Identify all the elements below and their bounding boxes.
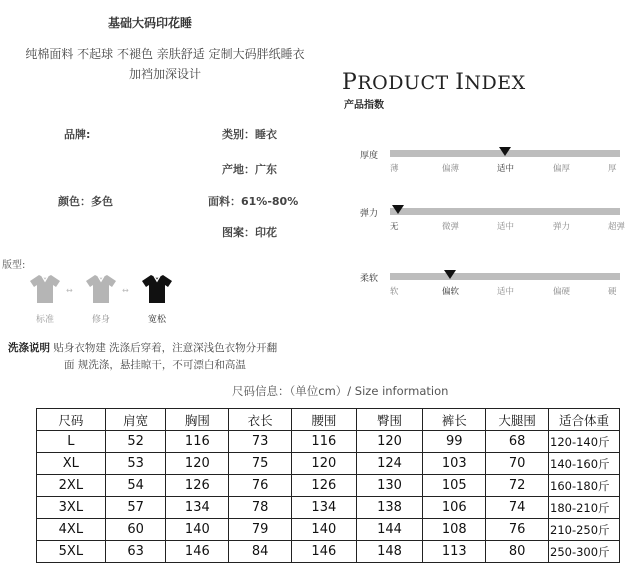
size-table-cell: 120 xyxy=(166,453,229,475)
size-table-cell: 76 xyxy=(229,475,292,497)
size-table-cell: 80 xyxy=(486,541,549,563)
index-bar xyxy=(390,273,620,280)
index-marker-icon xyxy=(444,270,456,279)
size-table-cell: 120 xyxy=(291,453,356,475)
size-table xyxy=(36,408,620,563)
size-table-cell: 116 xyxy=(291,431,356,453)
index-bar xyxy=(390,208,620,215)
size-table-row xyxy=(37,475,620,497)
size-table-cell: 116 xyxy=(166,431,229,453)
fabric-attribute: 面料：61%-80% xyxy=(208,195,299,208)
size-table-cell: 99 xyxy=(423,431,486,453)
wash-heading: 洗涤说明 xyxy=(8,342,50,354)
wash-instructions xyxy=(8,340,338,374)
product-description xyxy=(0,44,330,84)
size-table-header-cell: 臀围 xyxy=(356,409,423,431)
color-attribute: 颜色：多色 xyxy=(58,195,113,208)
size-table-cell: 146 xyxy=(291,541,356,563)
index-tick-label: 微弹 xyxy=(442,222,460,232)
size-table-cell: 140-160斤 xyxy=(549,453,620,475)
size-info-caption: 尺码信息：（单位cm）/ Size information xyxy=(232,384,449,398)
size-table-cell: 75 xyxy=(229,453,292,475)
fit-option-label: 修身 xyxy=(91,315,110,325)
index-tick-label: 适中 xyxy=(497,287,515,297)
size-table-cell: 2XL xyxy=(37,475,106,497)
index-tick-label: 适中 xyxy=(497,222,515,232)
size-table-header-cell: 腰围 xyxy=(291,409,356,431)
index-tick-label: 无 xyxy=(390,222,399,232)
index-marker-icon xyxy=(392,205,404,214)
product-title: 基础大码印花睡 xyxy=(107,16,192,30)
size-table-header-cell: 衣长 xyxy=(229,409,292,431)
size-table-cell: XL xyxy=(37,453,106,475)
size-table-cell: 160-180斤 xyxy=(549,475,620,497)
index-tick-label: 超弹 xyxy=(608,222,625,232)
index-tick-label: 弹力 xyxy=(553,222,571,232)
size-table-cell: 60 xyxy=(105,519,166,541)
size-table-cell: 108 xyxy=(423,519,486,541)
fit-option-label: 宽松 xyxy=(147,315,166,325)
size-table-cell: 4XL xyxy=(37,519,106,541)
size-table-cell: 3XL xyxy=(37,497,106,519)
size-table-cell: 134 xyxy=(166,497,229,519)
size-table-cell: 180-210斤 xyxy=(549,497,620,519)
size-table-cell: 103 xyxy=(423,453,486,475)
fit-option-1[interactable] xyxy=(84,272,121,325)
size-table-cell: 140 xyxy=(291,519,356,541)
size-table-cell: 79 xyxy=(229,519,292,541)
size-table-row xyxy=(37,519,620,541)
size-table-cell: 63 xyxy=(105,541,166,563)
size-table-cell: 130 xyxy=(356,475,423,497)
index-tick-label: 适中 xyxy=(497,164,515,174)
size-table-cell: 73 xyxy=(229,431,292,453)
size-table-cell: 113 xyxy=(423,541,486,563)
size-table-header-row xyxy=(37,409,620,431)
size-table-cell: 74 xyxy=(486,497,549,519)
size-table-row xyxy=(37,541,620,563)
product-index-subtitle: 产品指数 xyxy=(344,100,384,111)
fit-label: 版型: xyxy=(2,260,26,271)
size-table-row xyxy=(37,453,620,475)
size-table-cell: 68 xyxy=(486,431,549,453)
size-table-header-cell: 肩宽 xyxy=(105,409,166,431)
size-table-row xyxy=(37,431,620,453)
index-tick-label: 硬 xyxy=(608,287,617,297)
size-table-cell: 78 xyxy=(229,497,292,519)
size-table-cell: L xyxy=(37,431,106,453)
tshirt-icon xyxy=(28,272,62,306)
index-tick-label: 偏厚 xyxy=(553,164,571,174)
size-table-cell: 106 xyxy=(423,497,486,519)
index-row-label: 厚度 xyxy=(360,151,379,161)
index-marker-icon xyxy=(499,147,511,156)
index-tick-label: 厚 xyxy=(608,164,617,174)
fit-option-label: 标准 xyxy=(35,315,54,325)
size-table-cell: 76 xyxy=(486,519,549,541)
wash-line-2: 面 规洗涤，悬挂晾干，不可漂白和高温 xyxy=(64,359,246,371)
origin-attribute: 产地：广东 xyxy=(222,163,277,176)
size-table-cell: 250-300斤 xyxy=(549,541,620,563)
index-tick-label: 偏硬 xyxy=(553,287,571,297)
index-tick-label: 薄 xyxy=(390,164,399,174)
size-table-cell: 57 xyxy=(105,497,166,519)
index-tick-label: 偏薄 xyxy=(442,164,460,174)
index-tick-label: 软 xyxy=(390,287,399,297)
index-tick-label: 偏软 xyxy=(442,287,460,297)
tshirt-icon xyxy=(84,272,118,306)
index-row-label: 弹力 xyxy=(360,209,379,219)
description-line-1: 纯棉面料 不起球 不褪色 亲肤舒适 定制大码胖纸睡衣 xyxy=(25,47,305,61)
arrow-icon: ↔ xyxy=(122,286,129,295)
size-table-cell: 105 xyxy=(423,475,486,497)
size-table-cell: 120 xyxy=(356,431,423,453)
size-table-cell: 148 xyxy=(356,541,423,563)
size-table-cell: 120-140斤 xyxy=(549,431,620,453)
size-table-cell: 72 xyxy=(486,475,549,497)
size-table-body xyxy=(37,431,620,563)
size-table-header-cell: 大腿围 xyxy=(486,409,549,431)
size-table-cell: 138 xyxy=(356,497,423,519)
size-table-cell: 84 xyxy=(229,541,292,563)
wash-line-1: 贴身衣物建 洗涤后穿着，注意深浅色衣物分开翻 xyxy=(50,342,278,354)
brand-attribute: 品牌: xyxy=(64,128,91,141)
size-table-header-cell: 胸围 xyxy=(166,409,229,431)
size-table-cell: 126 xyxy=(291,475,356,497)
size-table-header-cell: 尺码 xyxy=(37,409,106,431)
category-attribute: 类别：睡衣 xyxy=(222,128,277,141)
size-table-cell: 134 xyxy=(291,497,356,519)
size-table-cell: 52 xyxy=(105,431,166,453)
size-table-cell: 54 xyxy=(105,475,166,497)
index-row-label: 柔软 xyxy=(360,274,379,284)
description-line-2: 加裆加深设计 xyxy=(128,67,201,81)
size-table-cell: 146 xyxy=(166,541,229,563)
size-table-cell: 140 xyxy=(166,519,229,541)
size-table-header-cell: 适合体重 xyxy=(549,409,620,431)
size-table-cell: 126 xyxy=(166,475,229,497)
size-table-cell: 124 xyxy=(356,453,423,475)
size-table-cell: 5XL xyxy=(37,541,106,563)
tshirt-icon xyxy=(140,272,174,306)
size-table-cell: 144 xyxy=(356,519,423,541)
arrow-icon: ↔ xyxy=(66,286,73,295)
size-table-cell: 53 xyxy=(105,453,166,475)
fit-option-0[interactable] xyxy=(28,272,65,325)
size-table-cell: 70 xyxy=(486,453,549,475)
fit-option-2[interactable] xyxy=(140,272,177,325)
product-index-title: PRODUCT INDEX xyxy=(342,70,526,95)
size-table-row xyxy=(37,497,620,519)
size-table-cell: 210-250斤 xyxy=(549,519,620,541)
pattern-attribute: 图案：印花 xyxy=(222,226,277,239)
size-table-header-cell: 裤长 xyxy=(423,409,486,431)
